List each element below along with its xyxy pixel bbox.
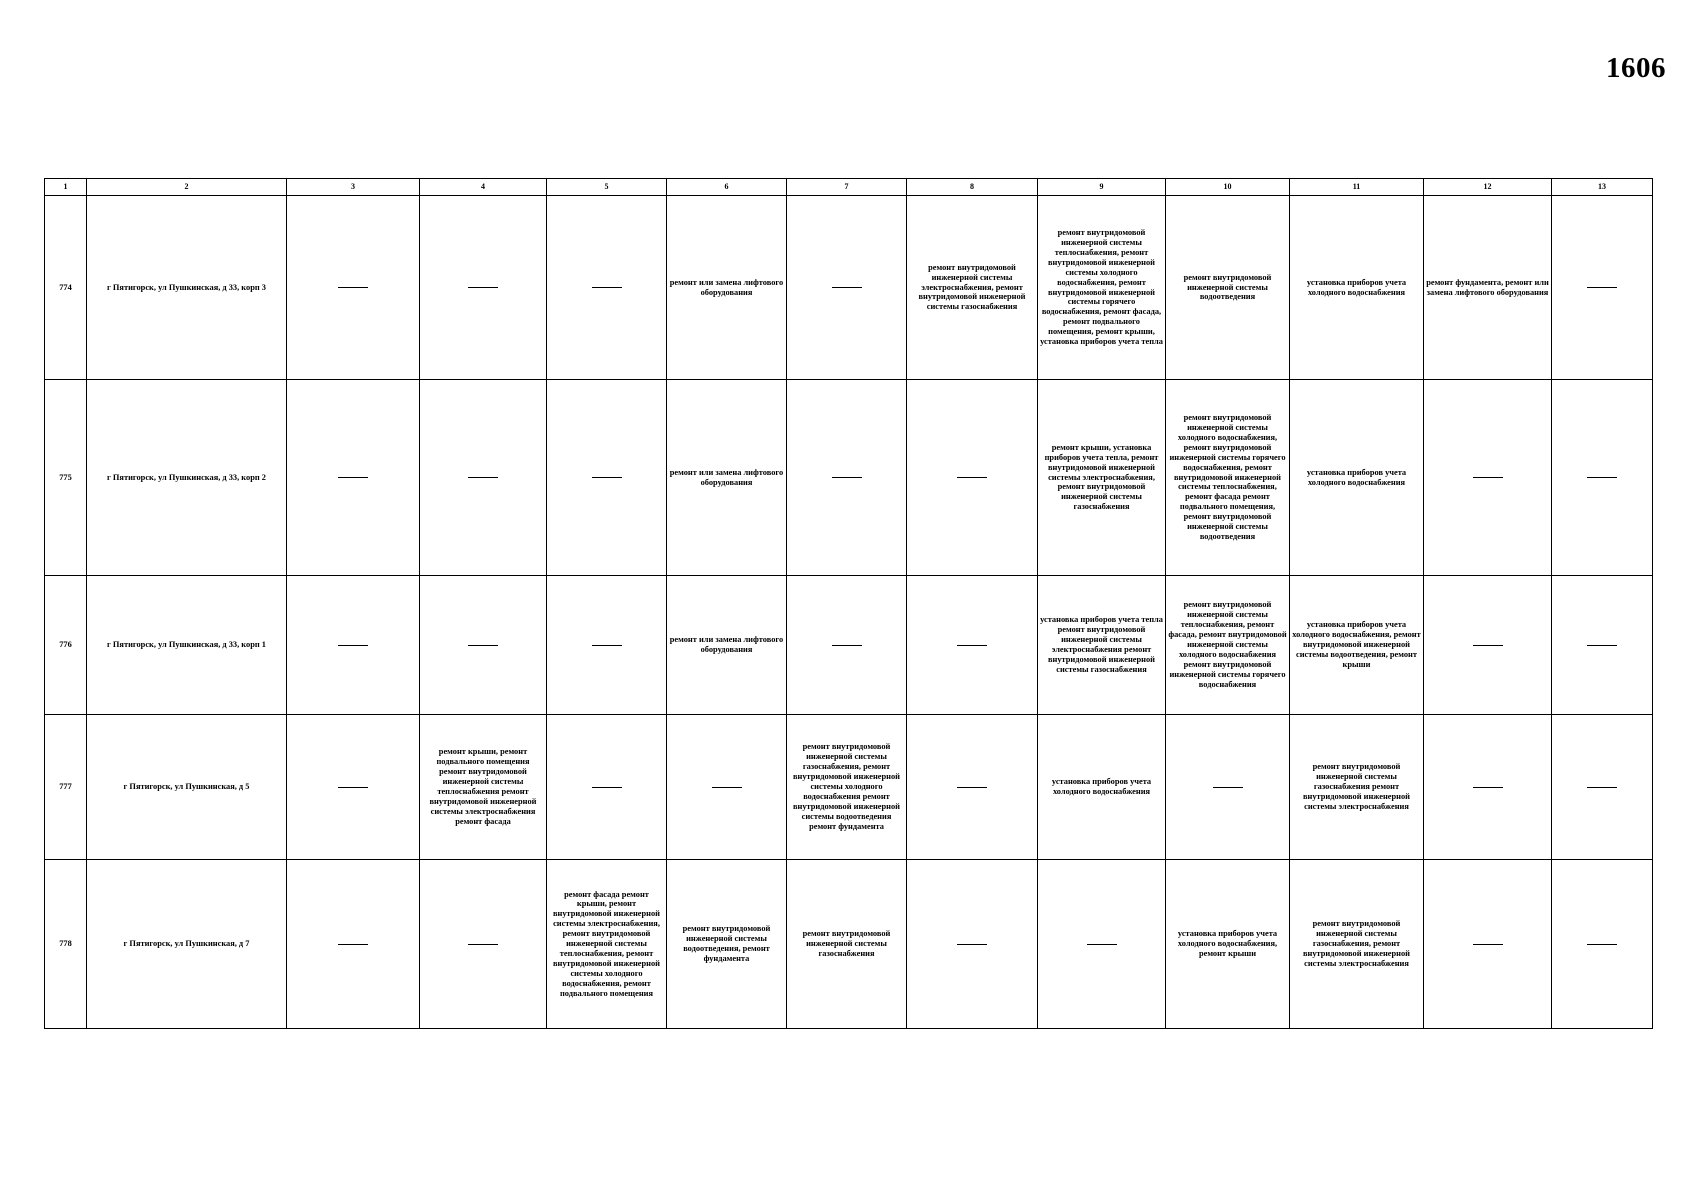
table-cell xyxy=(787,576,907,715)
column-header: 2 xyxy=(87,179,287,196)
table-cell: ремонт фундамента, ремонт или замена лифтового оборудования xyxy=(1424,196,1552,380)
table-cell: ремонт или замена лифтового оборудования xyxy=(667,380,787,576)
dash-mark xyxy=(1213,787,1243,788)
table-cell xyxy=(1552,860,1653,1029)
table-cell xyxy=(420,576,547,715)
table-cell: ремонт внутридомовой инженерной системы газоснабжения, ремонт внутридомовой инженерной системы холодного водоснабжения ремонт внутридомовой инженерной системы водоотведения ремонт фундамента xyxy=(787,715,907,860)
address-cell: г Пятигорск, ул Пушкинская, д 7 xyxy=(87,860,287,1029)
dash-mark xyxy=(468,944,498,945)
table-cell: ремонт внутридомовой инженерной системы теплоснабжения, ремонт фасада, ремонт внутридомовой инженерной системы холодного водоснабжения ремонт внутридомовой инженерной системы горячего водоснабжения xyxy=(1166,576,1290,715)
table-cell xyxy=(1038,860,1166,1029)
table-cell xyxy=(547,576,667,715)
column-header: 11 xyxy=(1290,179,1424,196)
table-cell: ремонт внутридомовой инженерной системы электроснабжения, ремонт внутридомовой инженерной системы газоснабжения xyxy=(907,196,1038,380)
table-cell xyxy=(667,715,787,860)
dash-mark xyxy=(1087,944,1117,945)
dash-mark xyxy=(592,477,622,478)
table-cell xyxy=(1552,380,1653,576)
table-cell xyxy=(907,715,1038,860)
dash-mark xyxy=(592,287,622,288)
dash-mark xyxy=(1587,944,1617,945)
table-cell: ремонт внутридомовой инженерной системы газоснабжения xyxy=(787,860,907,1029)
dash-mark xyxy=(338,477,368,478)
table-cell: ремонт внутридомовой инженерной системы газоснабжения ремонт внутридомовой инженерной системы электроснабжения xyxy=(1290,715,1424,860)
dash-mark xyxy=(1473,787,1503,788)
column-header: 8 xyxy=(907,179,1038,196)
dash-mark xyxy=(1587,787,1617,788)
table-cell xyxy=(420,860,547,1029)
table-cell: ремонт фасада ремонт крыши, ремонт внутридомовой инженерной системы электроснабжения, ремонт внутридомовой инженерной системы теплоснабжения, ремонт внутридомовой инженерной системы холодного водоснабжения, ремонт подвального помещения xyxy=(547,860,667,1029)
row-number: 778 xyxy=(45,860,87,1029)
table-cell xyxy=(287,380,420,576)
dash-mark xyxy=(1587,287,1617,288)
table-cell: ремонт или замена лифтового оборудования xyxy=(667,196,787,380)
table-cell xyxy=(1552,715,1653,860)
table-cell: установка приборов учета холодного водоснабжения, ремонт крыши xyxy=(1166,860,1290,1029)
table-cell: ремонт внутридомовой инженерной системы газоснабжения, ремонт внутридомовой инженерной системы электроснабжения xyxy=(1290,860,1424,1029)
dash-mark xyxy=(338,287,368,288)
column-header: 9 xyxy=(1038,179,1166,196)
table-cell xyxy=(907,860,1038,1029)
dash-mark xyxy=(592,787,622,788)
table-cell xyxy=(1424,576,1552,715)
table-row xyxy=(45,380,1653,576)
address-cell: г Пятигорск, ул Пушкинская, д 33, корп 3 xyxy=(87,196,287,380)
column-header: 1 xyxy=(45,179,87,196)
table-cell xyxy=(287,196,420,380)
dash-mark xyxy=(1473,645,1503,646)
page-number: 1606 xyxy=(1606,52,1666,84)
table-row xyxy=(45,715,1653,860)
row-number: 776 xyxy=(45,576,87,715)
column-header: 7 xyxy=(787,179,907,196)
column-header: 5 xyxy=(547,179,667,196)
dash-mark xyxy=(338,787,368,788)
address-cell: г Пятигорск, ул Пушкинская, д 33, корп 1 xyxy=(87,576,287,715)
address-cell: г Пятигорск, ул Пушкинская, д 5 xyxy=(87,715,287,860)
dash-mark xyxy=(957,477,987,478)
table-cell: ремонт внутридомовой инженерной системы водоотведения, ремонт фундамента xyxy=(667,860,787,1029)
table-cell: установка приборов учета холодного водоснабжения xyxy=(1038,715,1166,860)
dash-mark xyxy=(1473,944,1503,945)
table-row xyxy=(45,860,1653,1029)
row-number: 777 xyxy=(45,715,87,860)
table-cell xyxy=(547,380,667,576)
table-cell: ремонт внутридомовой инженерной системы водоотведения xyxy=(1166,196,1290,380)
column-header: 6 xyxy=(667,179,787,196)
table-cell xyxy=(787,380,907,576)
table-cell xyxy=(1552,196,1653,380)
table-cell xyxy=(547,196,667,380)
dash-mark xyxy=(468,645,498,646)
dash-mark xyxy=(832,477,862,478)
column-header: 3 xyxy=(287,179,420,196)
column-header: 12 xyxy=(1424,179,1552,196)
table-cell xyxy=(1166,715,1290,860)
table-cell xyxy=(287,860,420,1029)
table-row xyxy=(45,196,1653,380)
table-cell xyxy=(287,715,420,860)
table-cell: ремонт крыши, установка приборов учета тепла, ремонт внутридомовой инженерной системы электроснабжения, ремонт внутридомовой инженерной системы газоснабжения xyxy=(1038,380,1166,576)
table-cell xyxy=(1552,576,1653,715)
table-cell xyxy=(907,576,1038,715)
column-header: 10 xyxy=(1166,179,1290,196)
table-cell: установка приборов учета тепла ремонт внутридомовой инженерной системы электроснабжения ремонт внутридомовой инженерной системы газоснабжения xyxy=(1038,576,1166,715)
table-cell xyxy=(1424,715,1552,860)
works-table xyxy=(44,178,1653,1029)
dash-mark xyxy=(957,944,987,945)
column-number-row xyxy=(45,179,1653,196)
table-cell: ремонт или замена лифтового оборудования xyxy=(667,576,787,715)
table-cell xyxy=(907,380,1038,576)
dash-mark xyxy=(1473,477,1503,478)
table-cell xyxy=(547,715,667,860)
table-cell xyxy=(1424,380,1552,576)
table-cell xyxy=(420,380,547,576)
row-number: 774 xyxy=(45,196,87,380)
dash-mark xyxy=(338,944,368,945)
table-cell: установка приборов учета холодного водоснабжения xyxy=(1290,380,1424,576)
row-number: 775 xyxy=(45,380,87,576)
dash-mark xyxy=(338,645,368,646)
table-cell: установка приборов учета холодного водоснабжения, ремонт внутридомовой инженерной системы водоотведения, ремонт крыши xyxy=(1290,576,1424,715)
table-cell: ремонт внутридомовой инженерной системы теплоснабжения, ремонт внутридомовой инженерной системы холодного водоснабжения, ремонт внутридомовой инженерной системы горячего водоснабжения, ремонт фасада, ремонт подвального помещения, ремонт крыши, установка приборов учета тепла xyxy=(1038,196,1166,380)
address-cell: г Пятигорск, ул Пушкинская, д 33, корп 2 xyxy=(87,380,287,576)
dash-mark xyxy=(468,287,498,288)
table-cell: ремонт внутридомовой инженерной системы холодного водоснабжения, ремонт внутридомовой инженерной системы горячего водоснабжения, ремонт внутридомовой инженерной системы теплоснабжения, ремонт фасада ремонт подвального помещения, ремонт внутридомовой инженерной системы водоотведения xyxy=(1166,380,1290,576)
table-cell xyxy=(287,576,420,715)
dash-mark xyxy=(957,787,987,788)
table-row xyxy=(45,576,1653,715)
dash-mark xyxy=(468,477,498,478)
dash-mark xyxy=(592,645,622,646)
dash-mark xyxy=(1587,477,1617,478)
dash-mark xyxy=(1587,645,1617,646)
table-cell xyxy=(1424,860,1552,1029)
dash-mark xyxy=(957,645,987,646)
column-header: 13 xyxy=(1552,179,1653,196)
table-cell: установка приборов учета холодного водоснабжения xyxy=(1290,196,1424,380)
dash-mark xyxy=(712,787,742,788)
dash-mark xyxy=(832,645,862,646)
table-cell xyxy=(420,196,547,380)
table-cell xyxy=(787,196,907,380)
column-header: 4 xyxy=(420,179,547,196)
table-cell: ремонт крыши, ремонт подвального помещения ремонт внутридомовой инженерной системы теплоснабжения ремонт внутридомовой инженерной системы электроснабжения ремонт фасада xyxy=(420,715,547,860)
dash-mark xyxy=(832,287,862,288)
